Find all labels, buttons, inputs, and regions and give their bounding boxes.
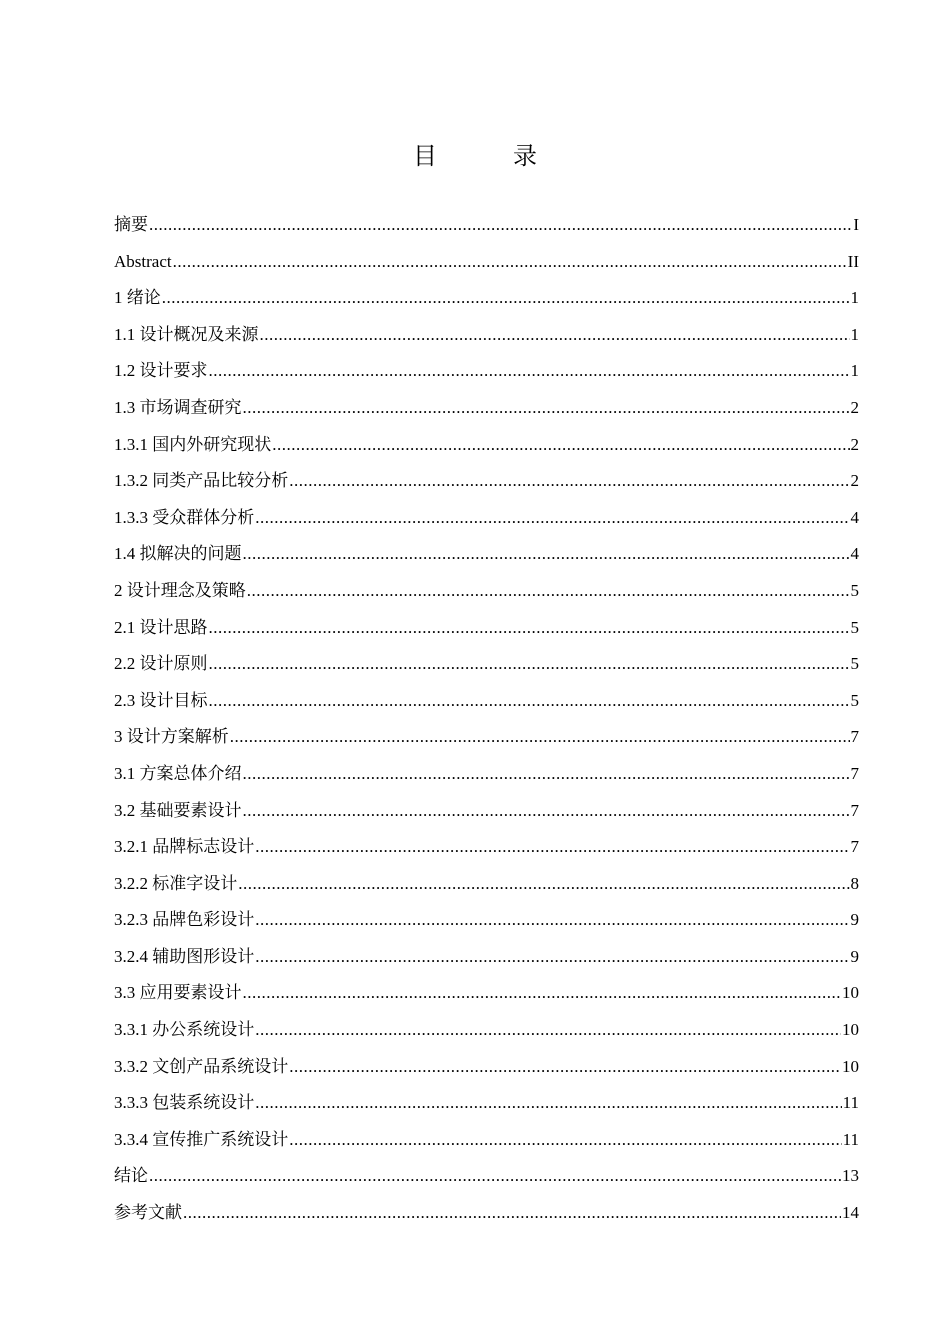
toc-entry-page-number: 7: [850, 763, 859, 783]
toc-entry[interactable]: [114, 793, 859, 830]
toc-entry-page-number: 13: [842, 1166, 859, 1186]
toc-entry-page-number: 7: [850, 837, 859, 857]
toc-entry-label: 3.2.1 品牌标志设计: [114, 837, 255, 857]
toc-entry-page-number: 10: [842, 1056, 859, 1076]
toc-entry-label: 1.3.1 国内外研究现状: [114, 434, 272, 454]
toc-entry-label: 2.3 设计目标: [114, 690, 208, 710]
toc-entry-label: 3.2.4 辅助图形设计: [114, 946, 255, 966]
toc-entry-page-number: 9: [850, 946, 859, 966]
toc-entry-label: 3.2 基础要素设计: [114, 800, 242, 820]
toc-entry-page-number: 1: [850, 324, 859, 344]
toc-dot-leader: [243, 975, 842, 1012]
toc-entry-label: 2 设计理念及策略: [114, 580, 246, 600]
toc-entry-label: 3.3 应用要素设计: [114, 983, 242, 1003]
toc-entry-label: 结论: [114, 1166, 148, 1186]
toc-dot-leader: [255, 1012, 841, 1049]
toc-entry-label: Abstract: [114, 251, 172, 271]
toc-entry-label: 3.3.1 办公系统设计: [114, 1020, 255, 1040]
toc-dot-leader: [209, 683, 850, 720]
toc-dot-leader: [209, 646, 850, 683]
toc-entry-page-number: 10: [842, 1020, 859, 1040]
toc-entry[interactable]: [114, 390, 859, 427]
toc-dot-leader: [243, 756, 850, 793]
toc-entry-page-number: 7: [850, 800, 859, 820]
toc-entry[interactable]: [114, 719, 859, 756]
toc-entry-label: 3.3.2 文创产品系统设计: [114, 1056, 289, 1076]
toc-dot-leader: [173, 244, 847, 281]
toc-entry[interactable]: [114, 353, 859, 390]
toc-dot-leader: [209, 610, 850, 647]
table-of-contents: [114, 207, 859, 1232]
toc-entry-page-number: 11: [842, 1093, 859, 1113]
toc-entry[interactable]: [114, 939, 859, 976]
toc-dot-leader: [255, 500, 849, 537]
toc-entry[interactable]: [114, 646, 859, 683]
toc-dot-leader: [149, 207, 852, 244]
toc-entry-label: 2.2 设计原则: [114, 654, 208, 674]
toc-entry-page-number: 4: [850, 544, 859, 564]
toc-entry-page-number: 2: [850, 471, 859, 491]
toc-dot-leader: [247, 573, 850, 610]
toc-entry-page-number: 8: [850, 873, 859, 893]
toc-entry-label: 1.3 市场调查研究: [114, 397, 242, 417]
toc-dot-leader: [243, 536, 850, 573]
toc-dot-leader: [238, 866, 849, 903]
toc-entry[interactable]: [114, 317, 859, 354]
toc-entry[interactable]: [114, 975, 859, 1012]
toc-entry[interactable]: [114, 244, 859, 281]
toc-entry-label: 3.2.3 品牌色彩设计: [114, 910, 255, 930]
toc-entry-label: 3.3.3 包装系统设计: [114, 1093, 255, 1113]
toc-entry-label: 1.1 设计概况及来源: [114, 324, 259, 344]
toc-entry[interactable]: [114, 427, 859, 464]
toc-entry-label: 3 设计方案解析: [114, 727, 229, 747]
toc-dot-leader: [272, 427, 849, 464]
toc-dot-leader: [162, 280, 850, 317]
toc-entry-page-number: 9: [850, 910, 859, 930]
toc-entry-label: 3.3.4 宣传推广系统设计: [114, 1129, 289, 1149]
toc-entry-page-number: 1: [850, 361, 859, 381]
toc-dot-leader: [243, 793, 850, 830]
toc-entry-page-number: 5: [850, 617, 859, 637]
toc-entry-label: 摘要: [114, 215, 148, 234]
toc-dot-leader: [289, 1049, 841, 1086]
toc-title: 目 录: [413, 142, 563, 171]
toc-entry-page-number: 10: [842, 983, 859, 1003]
toc-dot-leader: [255, 829, 849, 866]
toc-entry-page-number: 2: [850, 397, 859, 417]
toc-entry-label: 1.3.3 受众群体分析: [114, 507, 255, 527]
toc-entry-page-number: 4: [850, 507, 859, 527]
toc-entry-page-number: II: [847, 251, 859, 271]
toc-entry[interactable]: [114, 500, 859, 537]
toc-entry-label: 1.4 拟解决的问题: [114, 544, 242, 564]
toc-entry[interactable]: [114, 536, 859, 573]
toc-dot-leader: [255, 939, 849, 976]
toc-entry[interactable]: [114, 463, 859, 500]
toc-dot-leader: [260, 317, 850, 354]
toc-dot-leader: [289, 463, 849, 500]
toc-dot-leader: [289, 1122, 841, 1159]
toc-entry-label: 3.2.2 标准字设计: [114, 873, 238, 893]
toc-entry-page-number: 1: [850, 288, 859, 308]
toc-entry-label: 参考文献: [114, 1203, 182, 1223]
toc-entry[interactable]: [114, 866, 859, 903]
toc-entry-page-number: 5: [850, 580, 859, 600]
toc-entry[interactable]: [114, 756, 859, 793]
toc-entry-label: 2.1 设计思路: [114, 617, 208, 637]
toc-dot-leader: [255, 902, 849, 939]
toc-entry[interactable]: [114, 1195, 859, 1232]
toc-entry[interactable]: [114, 1122, 859, 1159]
toc-entry[interactable]: [114, 1085, 859, 1122]
toc-entry[interactable]: [114, 1049, 859, 1086]
toc-entry-label: 1 绪论: [114, 288, 161, 308]
toc-entry[interactable]: [114, 902, 859, 939]
toc-entry-page-number: 11: [842, 1129, 859, 1149]
toc-entry-page-number: 5: [850, 690, 859, 710]
toc-entry[interactable]: [114, 280, 859, 317]
toc-entry-label: 1.2 设计要求: [114, 361, 208, 381]
toc-entry-page-number: 14: [842, 1203, 859, 1223]
toc-dot-leader: [183, 1195, 841, 1232]
toc-entry[interactable]: [114, 1158, 859, 1195]
toc-entry-label: 1.3.2 同类产品比较分析: [114, 471, 289, 491]
toc-dot-leader: [149, 1158, 841, 1195]
toc-entry[interactable]: [114, 1012, 859, 1049]
toc-entry[interactable]: [114, 207, 859, 244]
toc-entry-page-number: 2: [850, 434, 859, 454]
toc-entry[interactable]: [114, 610, 859, 647]
toc-dot-leader: [255, 1085, 841, 1122]
toc-dot-leader: [230, 719, 850, 756]
toc-dot-leader: [209, 353, 850, 390]
toc-entry[interactable]: [114, 829, 859, 866]
toc-entry-page-number: I: [853, 215, 859, 234]
toc-dot-leader: [243, 390, 850, 427]
toc-entry[interactable]: [114, 573, 859, 610]
toc-entry-page-number: 5: [850, 654, 859, 674]
toc-entry[interactable]: [114, 683, 859, 720]
toc-entry-label: 3.1 方案总体介绍: [114, 763, 242, 783]
toc-entry-page-number: 7: [850, 727, 859, 747]
